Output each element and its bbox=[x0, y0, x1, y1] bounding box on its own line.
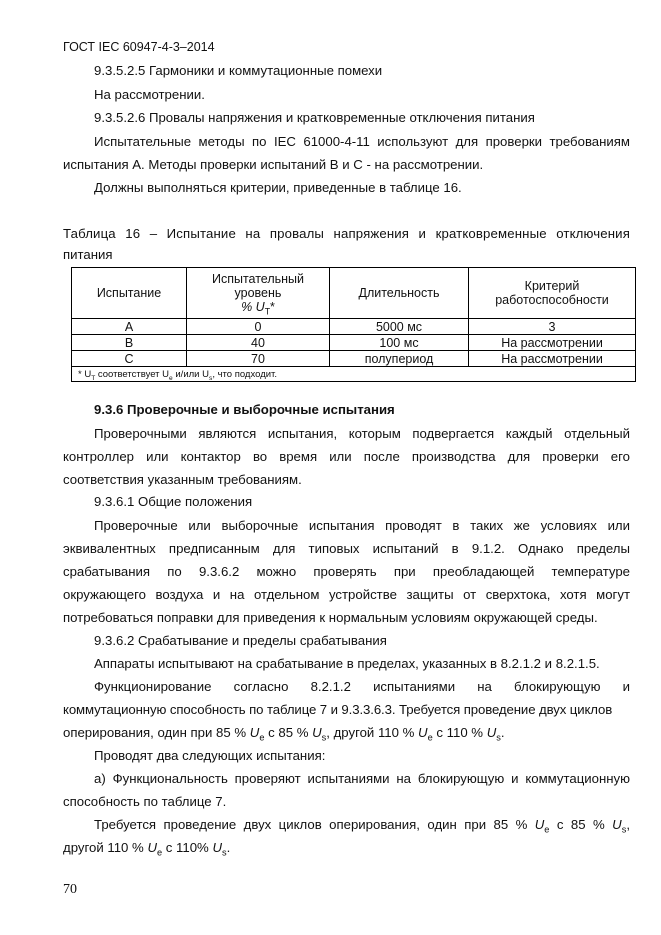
text-run: с 85 % bbox=[264, 725, 313, 740]
note-part-c: и/или U bbox=[172, 368, 209, 380]
table-note-row bbox=[72, 367, 636, 382]
symbol-u: U bbox=[612, 817, 622, 832]
section-para7: Проводят два следующих испытания: bbox=[94, 748, 326, 763]
section-para5: Аппараты испытывают на срабатывание в пределах, указанных в 8.2.1.2 и 8.2.1.5. bbox=[94, 656, 600, 671]
paragraph-under-review: На рассмотрении. bbox=[94, 87, 205, 102]
text-run: оперирования, один при 85 % bbox=[63, 725, 250, 740]
subsection-9-3-6-1: 9.3.6.1 Общие положения bbox=[94, 494, 253, 509]
header-criteria-l1: Критерий bbox=[524, 279, 580, 293]
cell-test: C bbox=[72, 351, 187, 367]
page-number: 70 bbox=[63, 882, 77, 897]
section-para6-line1: Функционирование согласно 8.2.1.2 испытаниями на блокирующую и bbox=[94, 679, 630, 694]
section-para3-line5: потребоваться поправки для приведения к нормальным условиям окружающей среды. bbox=[63, 610, 598, 625]
paragraph-test-methods-line2: испытания А. Методы проверки испытаний В и С - на рассмотрении. bbox=[63, 157, 484, 172]
header-duration-label: Длительность bbox=[358, 286, 440, 300]
paragraph-9-3-5-2-6: 9.3.5.2.6 Провалы напряжения и кратковременные отключения питания bbox=[94, 110, 535, 125]
section-para3-line3: срабатывания по 9.3.6.2 можно проверять при преобладающей температуре bbox=[63, 564, 630, 579]
header-level-l3a: % U bbox=[241, 300, 265, 314]
cell-duration: 5000 мс bbox=[330, 319, 469, 335]
table-row bbox=[72, 335, 636, 351]
paragraph-test-methods-line1: Испытательные методы по IEC 61000-4-11 используют для проверки требованиям bbox=[94, 134, 630, 149]
symbol-u: U bbox=[212, 840, 222, 855]
document-header: ГОСТ IEC 60947-4-3–2014 bbox=[63, 40, 215, 54]
cell-test: A bbox=[72, 319, 187, 335]
paragraph-criteria: Должны выполняться критерии, приведенные в таблице 16. bbox=[94, 180, 462, 195]
text-run: . bbox=[500, 725, 505, 740]
cell-level: 70 bbox=[187, 351, 330, 367]
symbol-sub: e bbox=[156, 847, 163, 858]
cell-criteria: 3 bbox=[469, 319, 636, 335]
text-run: . bbox=[226, 840, 231, 855]
header-level-l3-sub: T bbox=[264, 306, 271, 317]
section-para8-line1: а) Функциональность проверяют испытаниями на блокирующую и коммутационную bbox=[94, 771, 630, 786]
cell-level: 40 bbox=[187, 335, 330, 351]
table-caption-line2: питания bbox=[63, 247, 113, 262]
section-para8-line2: способность по таблице 7. bbox=[63, 794, 227, 809]
section-para1-line2: контроллер или контактор во время или после производства для проверки его bbox=[63, 449, 630, 464]
section-para1-line1: Проверочными являются испытания, которым подвергается каждый отдельный bbox=[94, 426, 630, 441]
table-16 bbox=[71, 267, 636, 382]
note-part-b: соответствует U bbox=[95, 368, 170, 380]
cell-criteria: На рассмотрении bbox=[469, 335, 636, 351]
table-row bbox=[72, 351, 636, 367]
header-criteria bbox=[469, 268, 636, 319]
cell-level: 0 bbox=[187, 319, 330, 335]
text-run: с 85 % bbox=[549, 817, 613, 832]
subsection-9-3-6-2: 9.3.6.2 Срабатывание и пределы срабатывания bbox=[94, 633, 387, 648]
header-test bbox=[72, 268, 187, 319]
text-run: , другой 110 % bbox=[326, 725, 419, 740]
section-heading-9-3-6: 9.3.6 Проверочные и выборочные испытания bbox=[94, 402, 395, 417]
table-caption-line1: Таблица 16 – Испытание на провалы напряжения и кратковременные отключения bbox=[63, 226, 630, 241]
text-run: другой 110 % bbox=[63, 840, 148, 855]
symbol-sub: s bbox=[496, 732, 501, 743]
header-test-label: Испытание bbox=[96, 286, 162, 300]
cell-duration: 100 мс bbox=[330, 335, 469, 351]
header-duration bbox=[330, 268, 469, 319]
note-part-a: * U bbox=[78, 368, 92, 380]
note-sub-e: e bbox=[169, 374, 173, 382]
cell-test: B bbox=[72, 335, 187, 351]
section-para3-line2: эквивалентных предписанным для типовых испытаний в 9.1.2. Однако пределы bbox=[63, 541, 630, 556]
table-note bbox=[72, 367, 636, 382]
section-para6-line2: коммутационную способность по таблице 7 и 9.3.3.6.3. Требуется проведение двух циклов bbox=[63, 702, 613, 717]
symbol-u: U bbox=[486, 725, 497, 740]
cell-duration: полупериод bbox=[330, 351, 469, 367]
text-run: с 110% bbox=[162, 840, 213, 855]
header-level-l1: Испытательный bbox=[211, 272, 305, 286]
symbol-sub: s bbox=[221, 847, 227, 858]
section-para9-line1 bbox=[94, 817, 630, 833]
table-row bbox=[72, 319, 636, 335]
header-level-l2: уровень bbox=[234, 286, 282, 300]
section-para1-line3: соответствия указанным требованиям. bbox=[63, 472, 302, 487]
header-criteria-l2: работоспособности bbox=[495, 293, 609, 307]
section-para6-line3 bbox=[63, 725, 630, 741]
header-level bbox=[187, 268, 330, 319]
text-run: с 110 % bbox=[432, 725, 487, 740]
paragraph-9-3-5-2-5: 9.3.5.2.5 Гармоники и коммутационные помехи bbox=[94, 63, 383, 78]
symbol-u: U bbox=[534, 817, 545, 832]
symbol-sub: s bbox=[621, 824, 627, 835]
table-header-row bbox=[72, 268, 636, 319]
section-para3-line1: Проверочные или выборочные испытания проводят в таких же условиях или bbox=[94, 518, 630, 533]
cell-criteria: На рассмотрении bbox=[469, 351, 636, 367]
header-level-l3 bbox=[189, 300, 327, 317]
symbol-sub: e bbox=[544, 824, 550, 835]
section-para9-line2 bbox=[63, 840, 630, 856]
note-sub-t: T bbox=[91, 374, 96, 382]
note-part-d: , что подходит. bbox=[212, 368, 277, 380]
note-sub-s: s bbox=[208, 374, 213, 382]
symbol-sub: s bbox=[321, 732, 327, 743]
text-run: Требуется проведение двух циклов оперирования, один при 85 % bbox=[94, 817, 535, 832]
symbol-u: U bbox=[249, 725, 260, 740]
symbol-u: U bbox=[312, 725, 322, 740]
symbol-sub: e bbox=[427, 732, 433, 743]
section-para3-line4: окружающего воздуха и на отдельном устройстве защиты от сверхтока, хотя могут bbox=[63, 587, 630, 602]
symbol-u: U bbox=[147, 840, 157, 855]
text-run: , bbox=[626, 817, 630, 832]
symbol-sub: e bbox=[259, 732, 265, 743]
symbol-u: U bbox=[418, 725, 428, 740]
header-level-l3b: * bbox=[270, 300, 275, 314]
